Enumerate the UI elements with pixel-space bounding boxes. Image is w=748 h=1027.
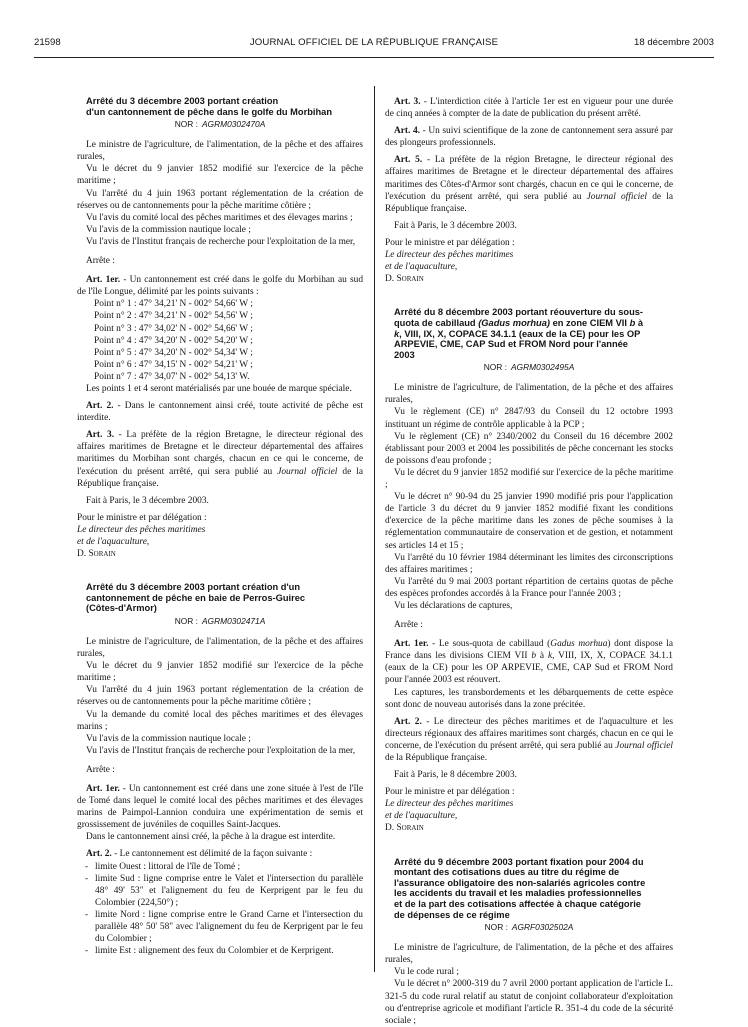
done-at: Fait à Paris, le 3 décembre 2003. [86, 495, 209, 506]
signature-role: et de l'aquaculture, [77, 537, 150, 547]
header-rule [34, 57, 714, 58]
article-text: - La préfète de la région Bretagne, le directeur régional des affaires maritimes de Bretagne et le directeur départemental des affaires maritimes des Côtes-d'Armor sont chargés, chacun en ce qui le concerne, de l'exécution du présent arrêté, qui sera publié au [385, 155, 673, 202]
decree-title-line: Arrêté du 3 décembre 2003 portant création [86, 96, 279, 106]
article-text: de la République française. [385, 753, 488, 763]
article-text: b [531, 651, 537, 662]
nor-code: AGRM0302495A [510, 362, 575, 373]
article-4 [385, 125, 673, 149]
visa-paragraph: Vu l'avis de la commission nautique locale ; [86, 224, 251, 235]
visa-paragraph: Vu le décret n° 90-94 du 25 janvier 1990 modifié pris pour l'application de l'article 3 du décret du 9 janvier 1852 modifié fixant les conditions d'exercice de la pêche maritime dans les zones de pêche soumises à la réglementation communautaire de conservation et de gestion, et notamment ses articles 14 et 15 ; [385, 492, 673, 551]
article-label: Art. 3. [394, 97, 421, 107]
journal-officiel-ref: Journal officiel [615, 740, 673, 751]
nor-label: NOR : [483, 362, 507, 373]
article-text: - Un cantonnement est créé dans le golfe du Morbihan au sud de l'île Longue, délimité par les points suivants : [77, 275, 364, 298]
visa-paragraph: Vu l'avis de l'Institut français de recherche pour l'exploitation de la mer, [86, 745, 356, 756]
article-text: - Le directeur des pêches maritimes et de l'aquaculture et les directeurs régionaux des affaires maritimes sont chargés, chacun en ce qui le concerne, de l'exécution du présent arrêté, qui sera publié au [385, 716, 673, 751]
left-column [77, 96, 363, 957]
point-line: Point n° 6 : 47° 34,15' N - 002° 54,21' W ; [94, 359, 253, 370]
article-label: Art. 3. [86, 430, 115, 441]
decree-title-line: ARPEVIE, CME, CAP Sud et FROM Nord pour l'année [394, 339, 628, 350]
nor-reference [77, 616, 363, 627]
title-fragment: en zone CIEM VII [550, 317, 630, 328]
decree-title-line: et de la part des cotisations affectée à chaque catégorie [394, 898, 641, 909]
point-line: Point n° 4 : 47° 34,20' N - 002° 54,20' W ; [94, 335, 253, 346]
title-fragment: b [629, 317, 636, 328]
species-name: Gadus morhua [550, 639, 608, 650]
nor-label: NOR : [484, 922, 508, 933]
decree-title-line: les accidents du travail et les maladies professionnelles [394, 888, 642, 899]
signature-role: Le directeur des pêches maritimes [385, 250, 514, 261]
article-text: - Le sous-quota de cabillaud ( [428, 639, 551, 650]
article-paragraph: Dans le cantonnement ainsi créé, la pêche à la drague est interdite. [86, 832, 336, 843]
journal-officiel-ref: Journal officiel [586, 191, 648, 202]
visa-paragraph: Vu l'avis de l'Institut français de recherche pour l'exploitation de la mer, [86, 236, 356, 247]
nor-code: AGRM0302471A [201, 615, 266, 626]
title-fragment: , VIII, IX, X, COPACE 34.1.1 (eaux de la CE) pour les OP [399, 328, 641, 339]
nor-code: AGRM0302470A [201, 119, 266, 130]
visa-paragraph: Vu le décret du 9 janvier 1852 modifié sur l'exercice de la pêche maritime ; [385, 467, 673, 491]
decree-title-line: Arrêté du 8 décembre 2003 portant réouverture du sous- [394, 307, 644, 318]
visa-paragraph: Vu le règlement (CE) n° 2847/93 du Conseil du 12 octobre 1993 instituant un régime de contrôle applicable à la PCP ; [385, 407, 673, 430]
article-text: - Le cantonnement est délimité de la façon suivante : [111, 849, 313, 860]
arrete-heading: Arrête : [86, 256, 115, 267]
right-column [385, 96, 673, 1027]
done-at: Fait à Paris, le 3 décembre 2003. [394, 220, 517, 231]
article-label: Art. 1er. [86, 784, 120, 794]
decree-title-line: l'assurance obligatoire des non-salariés agricoles contre [394, 877, 646, 888]
visa-paragraph: Vu la demande du comité local des pêches maritimes et des élevages marins ; [77, 709, 363, 732]
visa-paragraph: Le ministre de l'agriculture, de l'alimentation, de la pêche et des affaires rurales, [77, 140, 363, 163]
signature-role: et de l'aquaculture, [385, 262, 458, 273]
decree-cotisations-2004 [385, 857, 673, 1027]
visa-paragraph: Vu le décret du 9 janvier 1852 modifié sur l'exercice de la pêche maritime ; [77, 661, 363, 684]
article-text: de la République française. [77, 466, 363, 489]
visa-paragraph: Vu le règlement (CE) n° 2340/2002 du Conseil du 16 décembre 2002 établissant pour 2003 et 2004 les possibilités de pêche concernant les stocks de poissons d'eau profonde ; [385, 431, 673, 466]
journal-title: JOURNAL OFFICIEL DE LA RÉPUBLIQUE FRANÇAISE [249, 37, 499, 48]
visa-paragraph: Vu l'arrêté du 9 mai 2003 portant répartition de certains quotas de pêche des espèces profondes accordés à la France pour l'année 2003 ; [385, 576, 673, 599]
nor-reference [77, 119, 363, 130]
signature-delegation: Pour le ministre et par délégation : [77, 512, 207, 523]
decree-title-line: de dépenses de ce régime [394, 909, 510, 920]
signature-delegation: Pour le ministre et par délégation : [385, 237, 515, 248]
point-line: Point n° 3 : 47° 34,02' N - 002° 54,66' W ; [94, 323, 253, 334]
visa-paragraph: Vu le code rural ; [394, 967, 460, 978]
point-line: Point n° 1 : 47° 34,21' N - 002° 54,66' W ; [94, 299, 253, 310]
decree-title-line [385, 318, 673, 329]
signature-role: et de l'aquaculture, [385, 811, 458, 822]
signature-name: D. Sorain [385, 823, 424, 834]
article-text: - Un cantonnement est créé dans une zone située à l'est de l'île de Tomé dans lequel le comité local des pêches maritimes et des élevages marins de Paimpol-Lannion conduira une expérimentation de semis et grossissement de juvéniles de coquilles Saint-Jacques. [77, 784, 363, 831]
article-text: ) dont dispose la France dans les divisions CIEM VII [385, 639, 674, 662]
issue-date: 18 décembre 2003 [633, 37, 714, 48]
arrete-heading: Arrête : [394, 620, 423, 631]
nor-reference [385, 362, 673, 373]
limit-item: - limite Est : alignement des feux du Colombier et de Kerprigent. [77, 945, 363, 957]
page-header [34, 37, 714, 52]
article-label: Art. 2. [394, 716, 422, 727]
article-label: Art. 5. [394, 155, 423, 166]
article-1 [77, 783, 363, 831]
species-name: (Gadus morhua) [478, 317, 550, 328]
article-paragraph: Les captures, les transbordements et les débarquements de cette espèce sont donc de nouveau autorisés dans la zone précitée. [385, 687, 673, 710]
visa-paragraph: Vu le décret du 9 janvier 1852 modifié sur l'exercice de la pêche maritime ; [77, 164, 363, 187]
title-fragment: à [635, 317, 644, 328]
article-2 [77, 400, 363, 424]
limit-item: - limite Ouest : littoral de l'île de Tomé ; [77, 861, 363, 873]
signature-role: Le directeur des pêches maritimes [77, 524, 206, 535]
title-fragment: k [394, 328, 400, 339]
decree-title-line: (Côtes-d'Armor) [86, 603, 157, 614]
visa-paragraph: Vu l'arrêté du 4 juin 1963 portant réglementation de la création de réserves ou de cantonnements pour la pêche maritime côtière ; [77, 188, 363, 211]
article-5 [385, 154, 673, 214]
article-label: Art. 2. [86, 849, 112, 860]
visa-paragraph: Vu l'arrêté du 4 juin 1963 portant réglementation de la création de réserves ou de cantonnements pour la pêche maritime côtière ; [77, 685, 363, 708]
points-note: Les points 1 et 4 seront matérialisés par une bouée de marque spéciale. [86, 383, 352, 394]
nor-reference [385, 922, 673, 933]
article-text: - Un suivi scientifique de la zone de cantonnement sera assuré par des plongeurs professionnels. [385, 126, 673, 149]
article-text: - L'interdiction citée à l'article 1er est en vigueur pour une durée de cinq années à compter de la date de publication du présent arrêté. [385, 97, 673, 120]
signature-name: D. Sorain [77, 549, 116, 560]
visa-paragraph: Vu le décret n° 2000-319 du 7 avril 2000 portant application de l'article L. 321-5 du code rural relatif au statut de conjoint collaborateur d'exploitation ou d'entreprise agricole et modifiant l'article R. 351-4 du code de la sécurité sociale ; [385, 979, 673, 1026]
article-label: Art. 4. [394, 126, 421, 137]
article-text: , VIII, IX, X, COPACE 34.1.1 (eaux de la CE) pour les OP ARPEVIE, CME, CAP Sud et FROM Nord pour l'année 2003 est réouvert. [385, 651, 673, 686]
article-3 [77, 429, 363, 489]
article-3 [385, 96, 673, 120]
article-text: - Dans le cantonnement ainsi créé, toute activité de pêche est interdite. [77, 401, 363, 424]
visa-paragraph: Le ministre de l'agriculture, de l'alimentation, de la pêche et des affaires rurales, [385, 943, 673, 966]
decree-title-line: d'un cantonnement de pêche dans le golfe du Morbihan [86, 106, 333, 117]
article-text: k [547, 651, 553, 662]
visa-paragraph: Le ministre de l'agriculture, de l'alimentation, de la pêche et des affaires rurales, [77, 636, 363, 660]
visa-paragraph: Vu les déclarations de captures, [394, 600, 513, 611]
article-2 [385, 716, 673, 764]
decree-title-line: 2003 [394, 349, 415, 360]
article-text: à [536, 651, 548, 662]
article-label: Art. 2. [86, 401, 114, 412]
signature-name: D. Sorain [385, 274, 424, 285]
decree-cabillaud-quota [385, 307, 673, 834]
decree-title-line: montant des cotisations dues au titre du régime de [394, 867, 620, 878]
visa-paragraph: Vu l'arrêté du 10 février 1984 déterminant les limites des circonscriptions des affaires maritimes ; [385, 552, 673, 575]
done-at: Fait à Paris, le 8 décembre 2003. [394, 770, 517, 781]
article-1 [385, 638, 673, 686]
signature-delegation: Pour le ministre et par délégation : [385, 787, 515, 798]
article-label: Art. 1er. [86, 275, 121, 286]
visa-paragraph: Le ministre de l'agriculture, de l'alimentation, de la pêche et des affaires rurales, [385, 383, 673, 406]
decree-title-line: Arrêté du 3 décembre 2003 portant création d'un [86, 582, 301, 593]
article-label: Art. 1er. [394, 639, 429, 650]
decree-perros-guirec [77, 582, 363, 957]
point-line: Point n° 2 : 47° 34,21' N - 002° 54,56' W ; [94, 311, 253, 322]
column-divider [374, 86, 375, 972]
decree-title-line: cantonnement de pêche en baie de Perros-Guirec [86, 592, 306, 603]
article-text: de la République française. [385, 191, 673, 214]
article-1 [77, 274, 363, 298]
limit-item: - limite Nord : ligne comprise entre le Grand Carne et l'intersection du parallèle 48° 50' 58" avec l'alignement du feu de Kerprigent par le feu du Colombier ; [77, 909, 363, 945]
visa-paragraph: Vu l'avis de la commission nautique locale ; [86, 733, 251, 744]
decree-title-line [385, 329, 673, 340]
page-number: 21598 [34, 37, 61, 48]
decree-morbihan [77, 96, 363, 560]
nor-code: AGRF0302502A [511, 922, 574, 933]
decree-title-line: Arrêté du 9 décembre 2003 portant fixation pour 2004 du [394, 856, 644, 867]
article-text: - La préfète de la région Bretagne, le directeur régional des affaires maritimes de Bretagne et le directeur départemental des affaires maritimes du Morbihan sont chargés, chacun en ce qui le concerne, de l'exécution du présent arrêté, qui sera publié au [77, 430, 363, 477]
visa-paragraph: Vu l'avis du comité local des pêches maritimes et des élevages marins ; [86, 212, 353, 223]
nor-label: NOR : [174, 615, 198, 626]
journal-officiel-ref: Journal officiel [277, 466, 338, 477]
point-line: Point n° 7 : 47° 34,07' N - 002° 54,13' W. [94, 371, 250, 382]
nor-label: NOR : [174, 119, 198, 130]
point-line: Point n° 5 : 47° 34,20' N - 002° 54,34' W ; [94, 347, 253, 358]
article-2 [77, 848, 363, 860]
limit-item: - limite Sud : ligne comprise entre le Valet et l'intersection du parallèle 48° 49' 53" et l'alignement du feu de Kerprigent par le feu du Colombier (224,50°) ; [77, 873, 363, 909]
signature-role: Le directeur des pêches maritimes [385, 799, 514, 810]
arrete-heading: Arrête : [86, 764, 115, 775]
title-fragment: quota de cabillaud [394, 317, 479, 328]
decree-perros-guirec-continued [385, 96, 673, 285]
